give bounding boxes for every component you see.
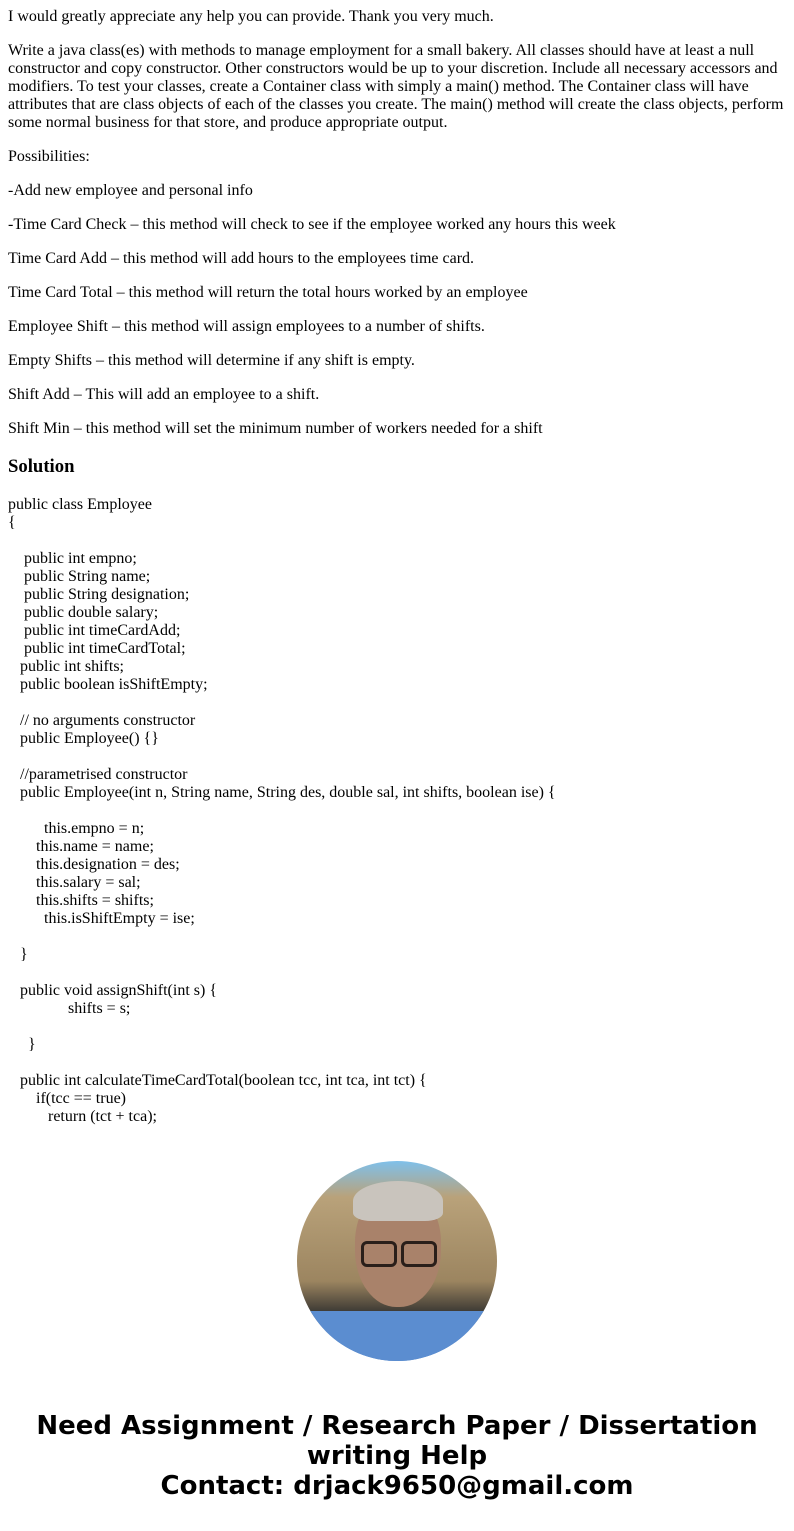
possibility-item: Empty Shifts – this method will determine if any shift is empty. bbox=[8, 352, 415, 369]
code-line bbox=[8, 1054, 786, 1072]
code-line: this.isShiftEmpty = ise; bbox=[8, 910, 195, 927]
possibility-item: Time Card Total – this method will return the total hours worked by an employee bbox=[8, 284, 528, 301]
document-body bbox=[0, 8, 794, 1126]
possibility-item: Shift Min – this method will set the minimum number of workers needed for a shift bbox=[8, 420, 543, 437]
footer-contact: Contact: drjack9650@gmail.com bbox=[160, 1471, 634, 1501]
solution-heading: Solution bbox=[8, 456, 75, 477]
code-line bbox=[8, 748, 786, 766]
code-line bbox=[8, 802, 786, 820]
possibilities-label: Possibilities: bbox=[8, 148, 90, 165]
code-line: } bbox=[8, 1036, 36, 1053]
code-line bbox=[8, 532, 786, 550]
code-line: if(tcc == true) bbox=[8, 1090, 126, 1107]
code-line: // no arguments constructor bbox=[8, 712, 196, 729]
photo-hair bbox=[353, 1181, 443, 1221]
author-photo bbox=[297, 1161, 497, 1361]
code-line: public Employee() {} bbox=[8, 730, 159, 747]
code-line: public String name; bbox=[8, 568, 151, 585]
code-line: shifts = s; bbox=[8, 1000, 131, 1017]
code-line: public double salary; bbox=[8, 604, 159, 621]
code-line: public class Employee bbox=[8, 496, 152, 513]
code-line: this.salary = sal; bbox=[8, 874, 141, 891]
possibility-item: Shift Add – This will add an employee to a shift. bbox=[8, 386, 320, 403]
glasses-icon bbox=[401, 1241, 437, 1267]
code-line: public int calculateTimeCardTotal(boolean tcc, int tca, int tct) { bbox=[8, 1072, 427, 1089]
code-line bbox=[8, 964, 786, 982]
possibility-item: Employee Shift – this method will assign employees to a number of shifts. bbox=[8, 318, 485, 335]
glasses-icon bbox=[361, 1241, 397, 1267]
code-line bbox=[8, 928, 786, 946]
assignment-prompt: Write a java class(es) with methods to manage employment for a small bakery. All classes should have at least a null constructor and copy constructor. Other constructors would be up to your discretion. Include all necessary accessors and modifiers. To test your classes, create a Container class with simply a main() method. The Container class will have attributes that are class objects of each of the classes you create. The main() method will create the class objects, perform some normal business for that store, and produce appropriate output. bbox=[8, 42, 784, 131]
possibility-item: -Add new employee and personal info bbox=[8, 182, 253, 199]
footer-line: writing Help bbox=[306, 1441, 488, 1471]
code-line: this.empno = n; bbox=[8, 820, 145, 837]
code-line: this.designation = des; bbox=[8, 856, 180, 873]
possibility-item: -Time Card Check – this method will check to see if the employee worked any hours this week bbox=[8, 216, 616, 233]
code-line: this.name = name; bbox=[8, 838, 154, 855]
possibility-item: Time Card Add – this method will add hours to the employees time card. bbox=[8, 250, 475, 267]
code-line: public String designation; bbox=[8, 586, 190, 603]
code-line: //parametrised constructor bbox=[8, 766, 188, 783]
promo-footer bbox=[0, 1411, 794, 1501]
code-line: { bbox=[8, 514, 16, 531]
intro-text: I would greatly appreciate any help you can provide. Thank you very much. bbox=[8, 8, 494, 25]
code-line bbox=[8, 694, 786, 712]
code-line: public Employee(int n, String name, String des, double sal, int shifts, boolean ise) { bbox=[8, 784, 556, 801]
code-line: public int timeCardAdd; bbox=[8, 622, 181, 639]
footer-line: Need Assignment / Research Paper / Dissertation bbox=[36, 1411, 758, 1441]
code-line: } bbox=[8, 946, 28, 963]
code-line: public void assignShift(int s) { bbox=[8, 982, 218, 999]
code-line: this.shifts = shifts; bbox=[8, 892, 154, 909]
code-line bbox=[8, 1018, 786, 1036]
code-line: public int empno; bbox=[8, 550, 137, 567]
code-line: public int timeCardTotal; bbox=[8, 640, 186, 657]
code-line: return (tct + tca); bbox=[8, 1108, 157, 1125]
photo-shirt bbox=[297, 1311, 497, 1361]
code-line: public boolean isShiftEmpty; bbox=[8, 676, 208, 693]
solution-code bbox=[8, 496, 786, 1126]
code-line: public int shifts; bbox=[8, 658, 124, 675]
